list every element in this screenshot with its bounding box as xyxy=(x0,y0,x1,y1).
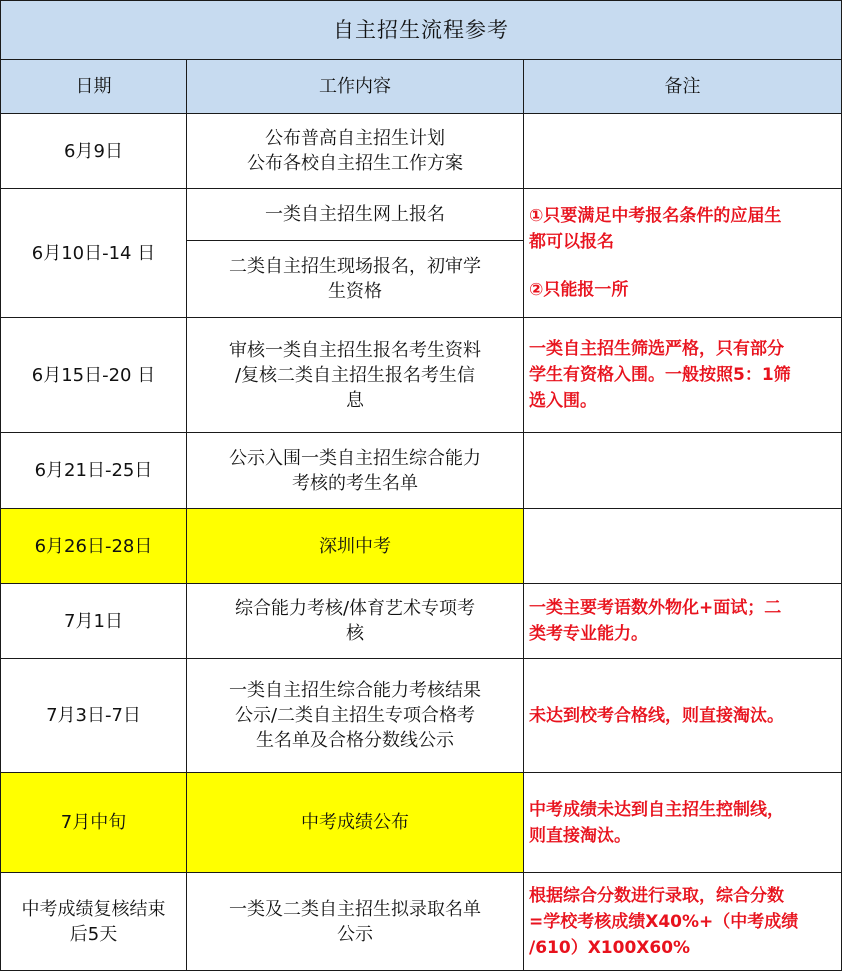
content-line: 公布各校自主招生工作方案 xyxy=(247,153,463,174)
note-cell xyxy=(524,318,842,433)
table-row xyxy=(1,773,842,873)
note-cell xyxy=(524,509,842,584)
content-line: /复核二类自主招生报名考生信 xyxy=(234,364,476,386)
header-note: 备注 xyxy=(524,60,842,114)
note-line: 学生有资格入围。一般按照5：1筛 xyxy=(529,365,791,385)
note-cell xyxy=(524,773,842,873)
content-cell xyxy=(187,659,524,773)
header-row xyxy=(1,60,842,114)
date-cell: 7月1日 xyxy=(1,584,187,659)
date-line: 后5天 xyxy=(69,923,118,945)
date-cell: 6月21日-25日 xyxy=(1,433,187,509)
note-line: =学校考核成绩X40%+（中考成绩 xyxy=(529,911,799,932)
header-content: 工作内容 xyxy=(187,60,524,114)
note-cell xyxy=(524,433,842,509)
table-row xyxy=(1,509,842,584)
date-line: 中考成绩复核结束 xyxy=(21,898,166,920)
content-cell: 一类自主招生网上报名 xyxy=(187,189,524,241)
note-line: ①只要满足中考报名条件的应届生 xyxy=(529,206,782,226)
content-line: 一类自主招生综合能力考核结果 xyxy=(229,680,481,701)
note-cell xyxy=(524,114,842,189)
table-title: 自主招生流程参考 xyxy=(1,1,842,60)
content-cell xyxy=(187,433,524,509)
content-cell xyxy=(187,318,524,433)
table-row xyxy=(1,584,842,659)
note-line: ②只能报一所 xyxy=(529,280,629,300)
date-cell: 6月10日-14 日 xyxy=(1,189,187,318)
note-cell xyxy=(524,584,842,659)
note-line: /610）X100X60% xyxy=(529,937,691,958)
content-line: 息 xyxy=(346,389,364,411)
content-cell: 中考成绩公布 xyxy=(187,773,524,873)
note-line: 中考成绩未达到自主招生控制线， xyxy=(529,799,784,820)
header-date: 日期 xyxy=(1,60,187,114)
note-line: 则直接淘汰。 xyxy=(529,825,631,846)
note-line: 一类主要考语数外物化+面试；二 xyxy=(529,598,782,618)
table-row xyxy=(1,318,842,433)
table-row xyxy=(1,873,842,971)
table-row xyxy=(1,433,842,509)
content-line: 公示 xyxy=(337,923,373,945)
content-line: 二类自主招生现场报名，初审学 xyxy=(229,256,481,277)
content-cell xyxy=(187,241,524,318)
content-cell xyxy=(187,584,524,659)
table-row xyxy=(1,189,842,241)
date-cell: 6月15日-20 日 xyxy=(1,318,187,433)
title-row xyxy=(1,1,842,60)
date-cell xyxy=(1,873,187,971)
note-cell xyxy=(524,189,842,318)
date-cell: 6月26日-28日 xyxy=(1,509,187,584)
note-line: 一类自主招生筛选严格，只有部分 xyxy=(529,339,784,359)
content-line: 公示/二类自主招生专项合格考 xyxy=(234,705,476,726)
note-cell xyxy=(524,873,842,971)
note-cell: 未达到校考合格线，则直接淘汰。 xyxy=(524,659,842,773)
note-line: 类考专业能力。 xyxy=(529,624,648,644)
content-line: 公示入围一类自主招生综合能力 xyxy=(229,447,481,469)
content-line: 一类及二类自主招生拟录取名单 xyxy=(229,898,481,920)
content-cell: 深圳中考 xyxy=(187,509,524,584)
date-cell: 7月3日-7日 xyxy=(1,659,187,773)
content-line: 生资格 xyxy=(328,281,382,302)
content-line: 公布普高自主招生计划 xyxy=(265,128,445,149)
content-line: 审核一类自主招生报名考生资料 xyxy=(229,339,481,361)
date-cell: 7月中旬 xyxy=(1,773,187,873)
content-line: 核 xyxy=(346,623,364,644)
content-cell xyxy=(187,114,524,189)
note-line: 根据综合分数进行录取，综合分数 xyxy=(529,885,784,906)
note-line: 选入围。 xyxy=(529,391,597,411)
content-cell xyxy=(187,873,524,971)
content-line: 考核的考生名单 xyxy=(292,472,418,494)
date-cell: 6月9日 xyxy=(1,114,187,189)
content-line: 综合能力考核/体育艺术专项考 xyxy=(234,598,476,619)
note-line: 都可以报名 xyxy=(529,232,614,252)
table-row xyxy=(1,659,842,773)
content-line: 生名单及合格分数线公示 xyxy=(256,730,454,751)
table-row xyxy=(1,114,842,189)
